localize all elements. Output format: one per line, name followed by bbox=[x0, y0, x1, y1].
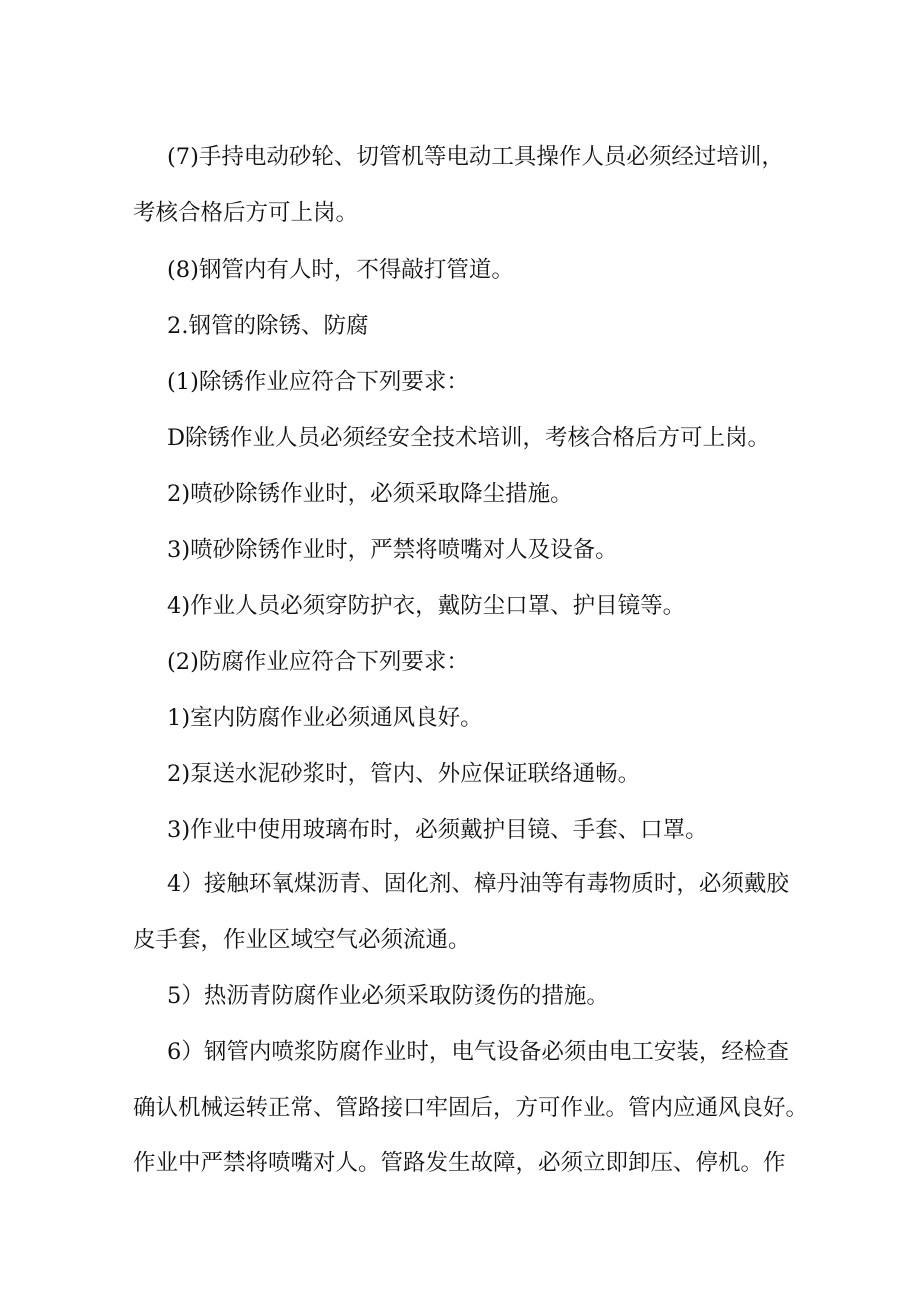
paragraph-line: 3)喷砂除锈作业时，严禁将喷嘴对人及设备。 bbox=[167, 537, 618, 563]
paragraph-line: (7)手持电动砂轮、切管机等电动工具操作人员必须经过培训， bbox=[167, 144, 784, 170]
paragraph-line: 作业中严禁将喷嘴对人。管路发生故障，必须立即卸压、停机。作 bbox=[133, 1150, 786, 1176]
paragraph-line: 5）热沥青防腐作业必须采取防烫伤的措施。 bbox=[167, 983, 609, 1009]
paragraph-line: 6）钢管内喷浆防腐作业时，电气设备必须由电工安装，经检查 bbox=[167, 1039, 789, 1065]
paragraph-line: 1)室内防腐作业必须通风良好。 bbox=[167, 705, 483, 731]
paragraph-line: (2)防腐作业应符合下列要求： bbox=[167, 649, 469, 675]
paragraph-line: 2)泵送水泥砂浆时，管内、外应保证联络通畅。 bbox=[167, 761, 641, 787]
paragraph-line: 2)喷砂除锈作业时，必须采取降尘措施。 bbox=[167, 481, 573, 507]
paragraph-line: 考核合格后方可上岗。 bbox=[133, 200, 359, 226]
paragraph-line: (1)除锈作业应符合下列要求： bbox=[167, 369, 469, 395]
paragraph-line: 4)作业人员必须穿防护衣，戴防尘口罩、护目镜等。 bbox=[167, 593, 686, 619]
paragraph-line: 皮手套，作业区域空气必须流通。 bbox=[133, 927, 471, 953]
paragraph-line: D除锈作业人员必须经安全技术培训，考核合格后方可上岗。 bbox=[167, 425, 771, 451]
paragraph-line: 4）接触环氧煤沥青、固化剂、樟丹油等有毒物质时，必须戴胶 bbox=[167, 871, 789, 897]
paragraph-line: (8)钢管内有人时，不得敲打管道。 bbox=[167, 257, 514, 283]
paragraph-line: 3)作业中使用玻璃布时，必须戴护目镜、手套、口罩。 bbox=[167, 817, 708, 843]
paragraph-line: 确认机械运转正常、管路接口牢固后，方可作业。管内应通风良好。 bbox=[133, 1095, 809, 1121]
section-heading: 2.钢管的除锈、防腐 bbox=[167, 313, 369, 339]
